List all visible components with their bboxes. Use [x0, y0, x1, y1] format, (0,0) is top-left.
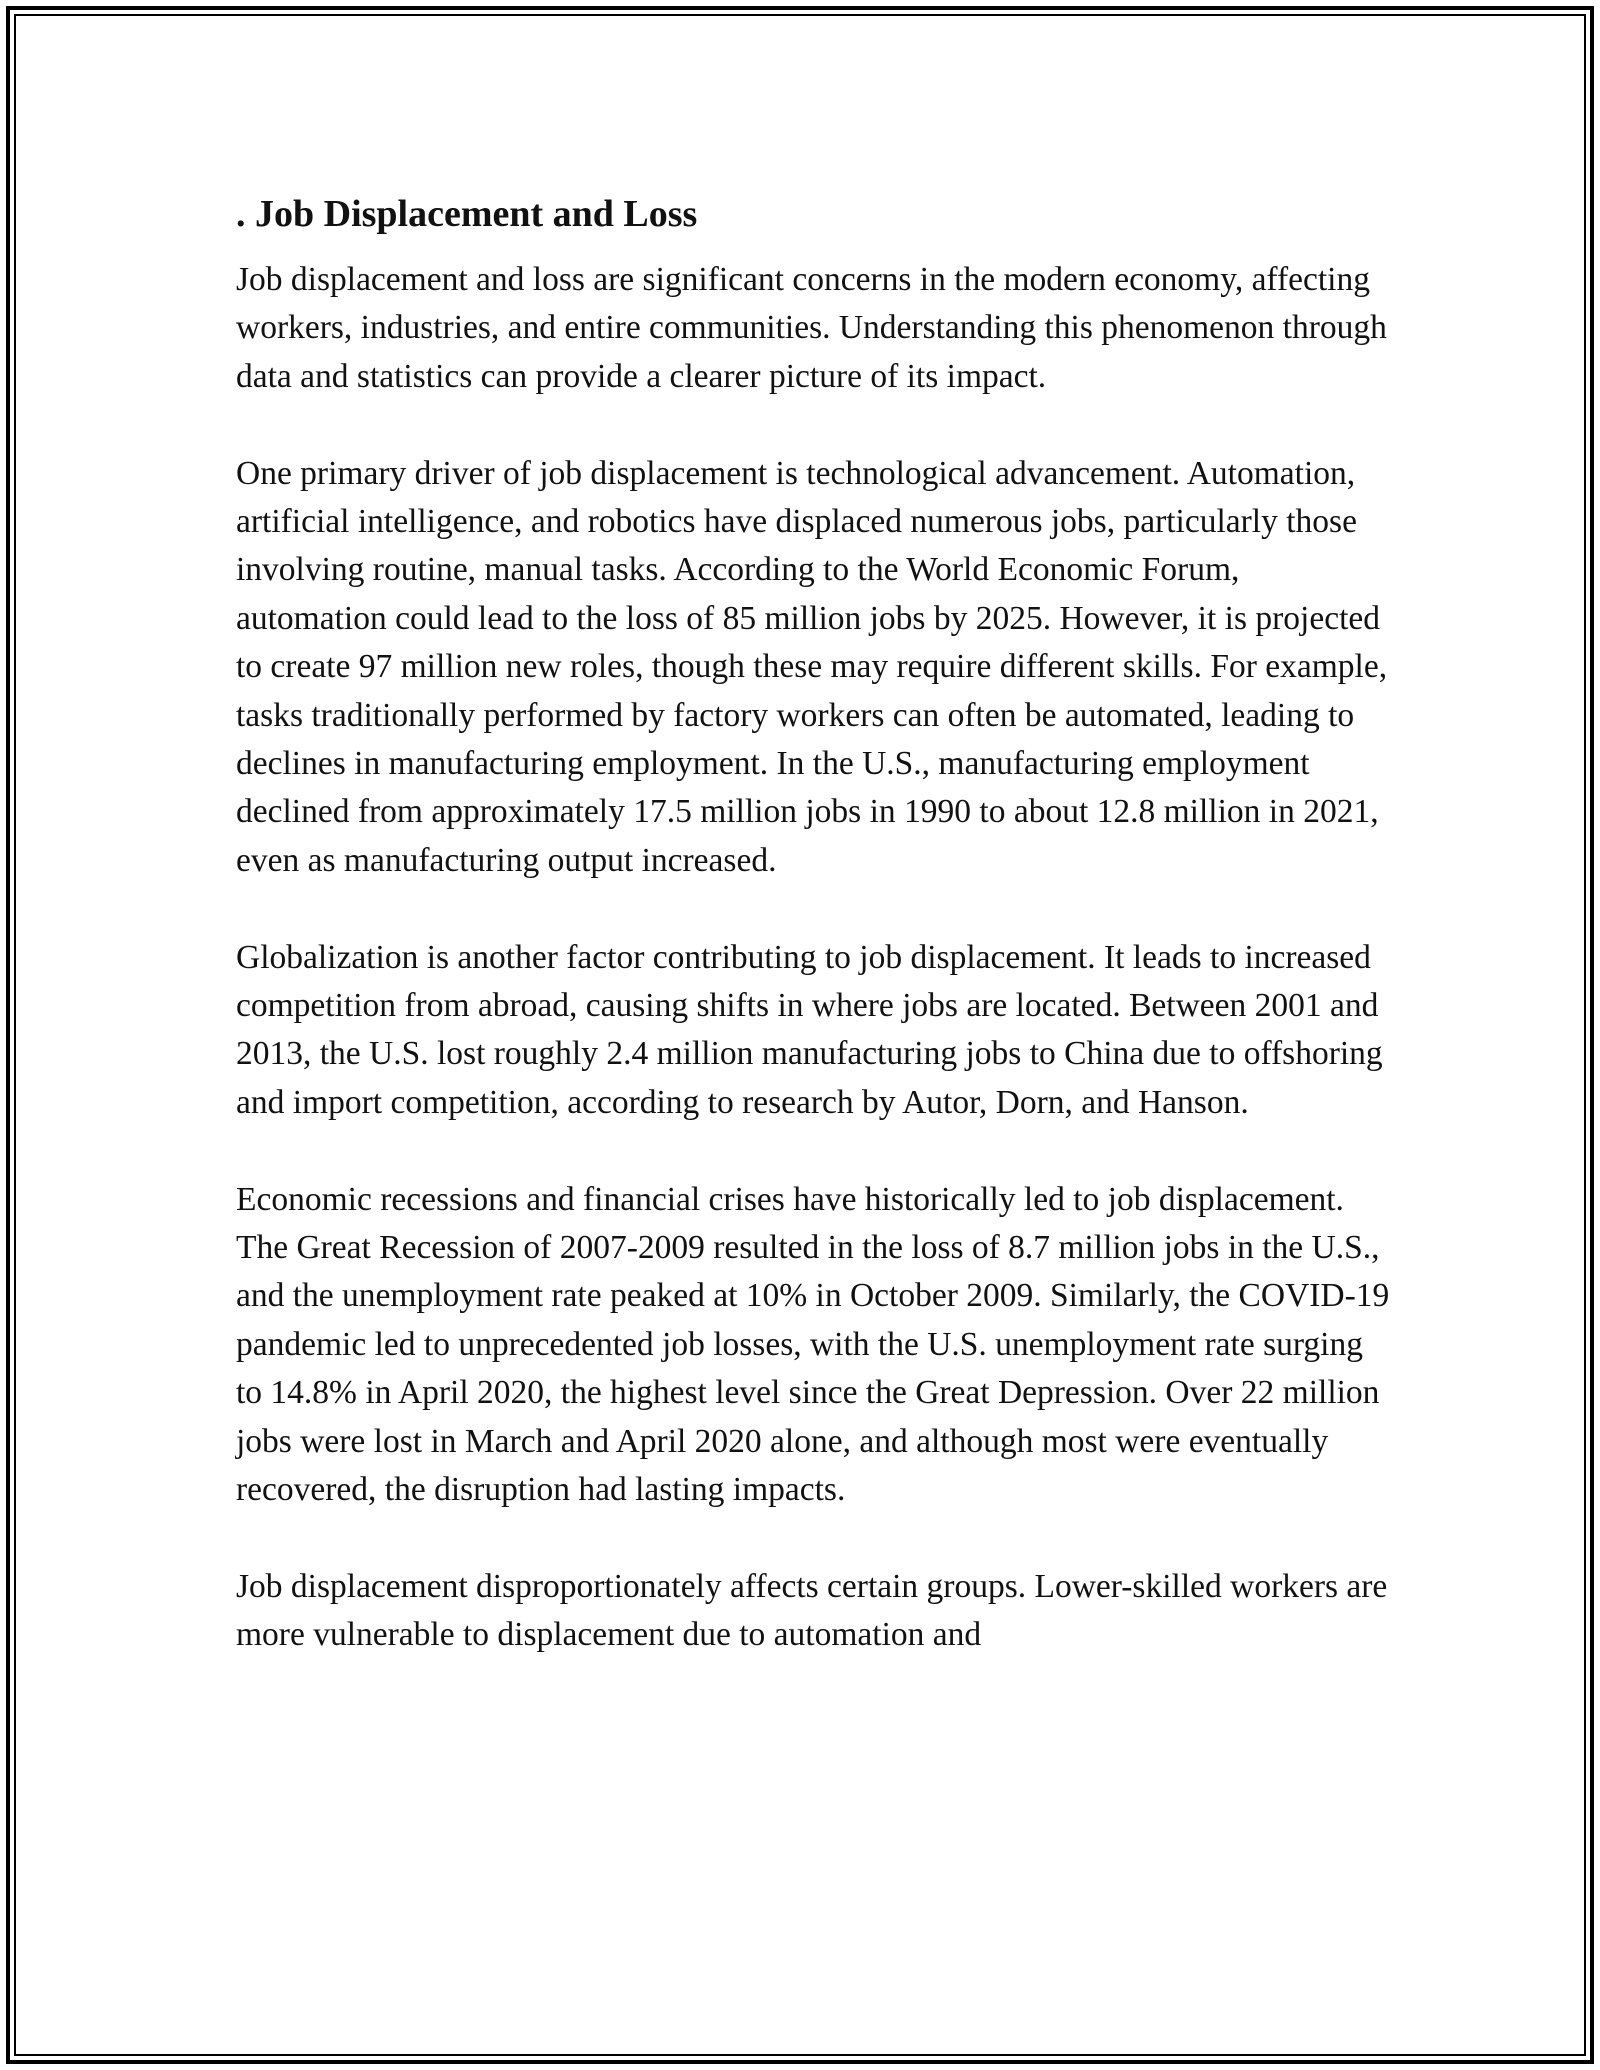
- paragraph-intro: Job displacement and loss are significant concerns in the modern economy, affecting workers, industries, and entire communities. Understanding this phenomenon through data and statistics can provide a clearer picture of its impact.: [236, 261, 1387, 395]
- paragraph-recessions: Economic recessions and financial crises have historically led to job displacement. The Great Recession of 2007-2009 resulted in the loss of 8.7 million jobs in the U.S., and the unemployment rate peaked at 10% in October 2009. Similarly, the COVID-19 pandemic led to unprecedented job losses, with the U.S. unemployment rate surging to 14.8% in April 2020, the highest level since the Great Depression. Over 22 million jobs were lost in March and April 2020 alone, and although most were eventually recovered, the disruption had lasting impacts.: [236, 1180, 1390, 1509]
- paragraph-affected-groups: Job displacement disproportionately affects certain groups. Lower-skilled workers are more vulnerable to displacement due to automation and: [236, 1567, 1388, 1654]
- document-body: [236, 186, 1396, 1708]
- section-heading: . Job Displacement and Loss: [236, 193, 698, 235]
- paragraph-globalization: Globalization is another factor contributing to job displacement. It leads to increased competition from abroad, causing shifts in where jobs are located. Between 2001 and 2013, the U.S. lost roughly 2.4 million manufacturing jobs to China due to offshoring and import competition, according to research by Autor, Dorn, and Hanson.: [236, 938, 1383, 1121]
- paragraph-technology: One primary driver of job displacement is technological advancement. Automation, artificial intelligence, and robotics have displaced numerous jobs, particularly those involving routine, manual tasks. According to the World Economic Forum, automation could lead to the loss of 85 million jobs by 2025. However, it is projected to create 97 million new roles, though these may require different skills. For example, tasks traditionally performed by factory workers can often be automated, leading to declines in manufacturing employment. In the U.S., manufacturing employment declined from approximately 17.5 million jobs in 1990 to about 12.8 million in 2021, even as manufacturing output increased.: [236, 454, 1388, 879]
